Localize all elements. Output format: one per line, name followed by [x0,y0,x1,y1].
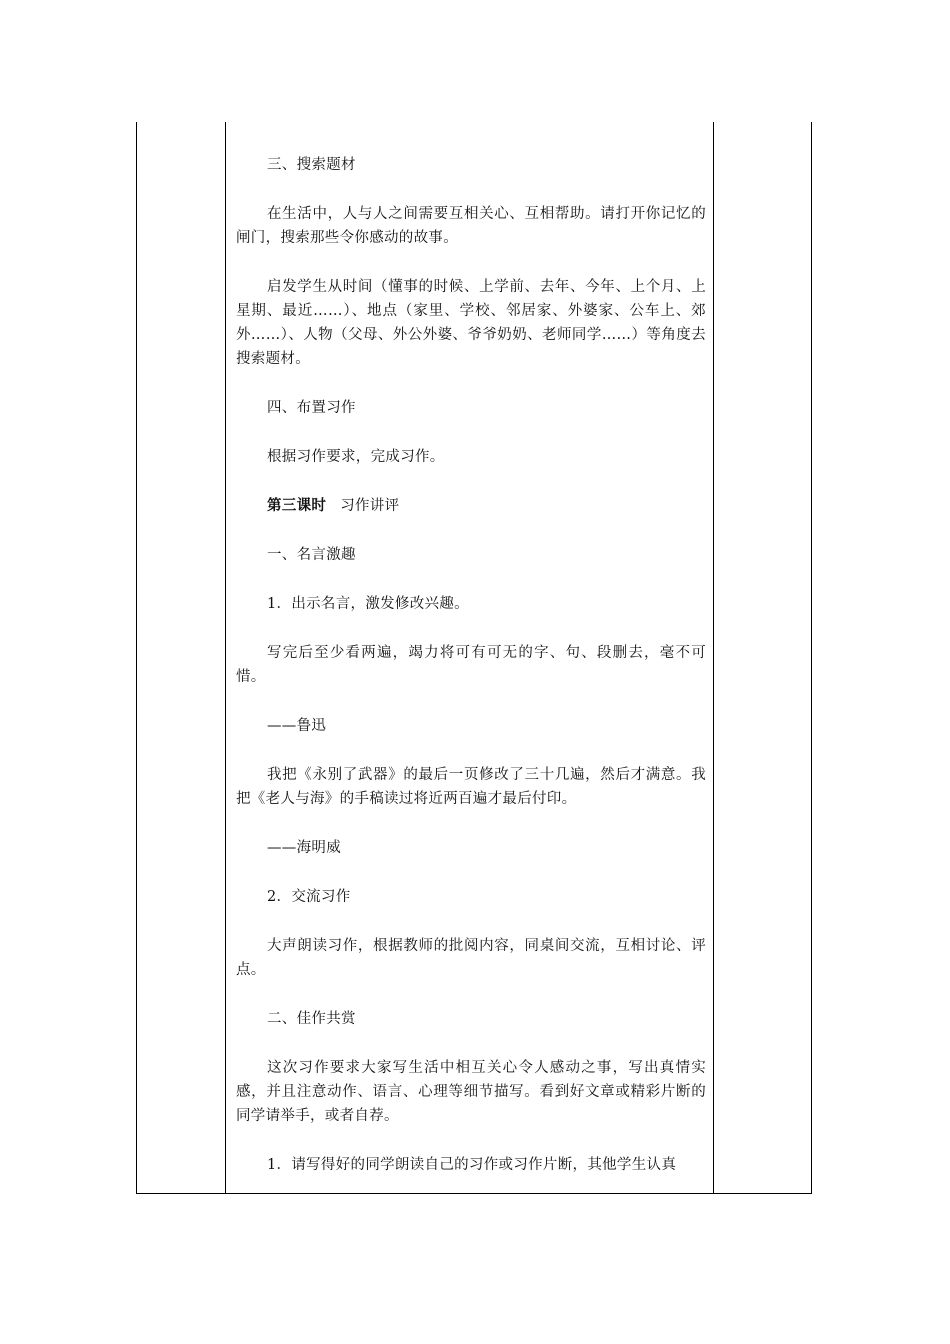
quote-text: 我把《永别了武器》的最后一页修改了三十几遍，然后才满意。我把《老人与海》的手稿读过将近两百遍才最后付印。 [236,767,706,807]
table-border-bottom [136,1193,812,1194]
paragraph: 根据习作要求，完成习作。 [267,449,445,465]
lesson-title: 习作讲评 [340,498,400,514]
list-item: 1．请写得好的同学朗读自己的习作或习作片断，其他学生认真 [267,1157,677,1173]
section-heading-appreciation: 二、佳作共赏 [267,1011,356,1027]
lesson-heading [236,494,706,518]
section-heading-search-topic: 三、搜索题材 [267,157,356,173]
quote-text: 写完后至少看两遍，竭力将可有可无的字、句、段删去，毫不可惜。 [236,645,706,685]
paragraph: 这次习作要求大家写生活中相互关心令人感动之事，写出真情实感，并且注意动作、语言、心理等细节描写。看到好文章或精彩片断的同学请举手，或者自荐。 [236,1060,706,1124]
list-item: 2．交流习作 [267,889,351,905]
quote-attribution: ——海明威 [267,840,341,856]
section-heading-quotes: 一、名言激趣 [267,547,356,563]
table-border-left [136,122,137,1194]
table-column-divider-2 [713,122,714,1194]
lesson-content [236,153,706,1177]
lesson-number: 第三课时 [267,497,327,514]
paragraph: 在生活中，人与人之间需要互相关心、互相帮助。请打开你记忆的闸门，搜索那些令你感动的故事。 [236,206,706,246]
quote-attribution: ——鲁迅 [267,718,327,734]
table-border-right [811,122,812,1194]
section-heading-assign: 四、布置习作 [267,400,356,416]
paragraph: 大声朗读习作，根据教师的批阅内容，同桌间交流，互相讨论、评点。 [236,938,706,978]
paragraph: 启发学生从时间（懂事的时候、上学前、去年、今年、上个月、上星期、最近……）、地点（家里、学校、邻居家、外婆家、公车上、郊外……）、人物（父母、外公外婆、爷爷奶奶、老师同学……）等角度去搜索题材。 [236,279,706,367]
list-item: 1．出示名言，激发修改兴趣。 [267,596,469,612]
table-column-divider-1 [225,122,226,1194]
